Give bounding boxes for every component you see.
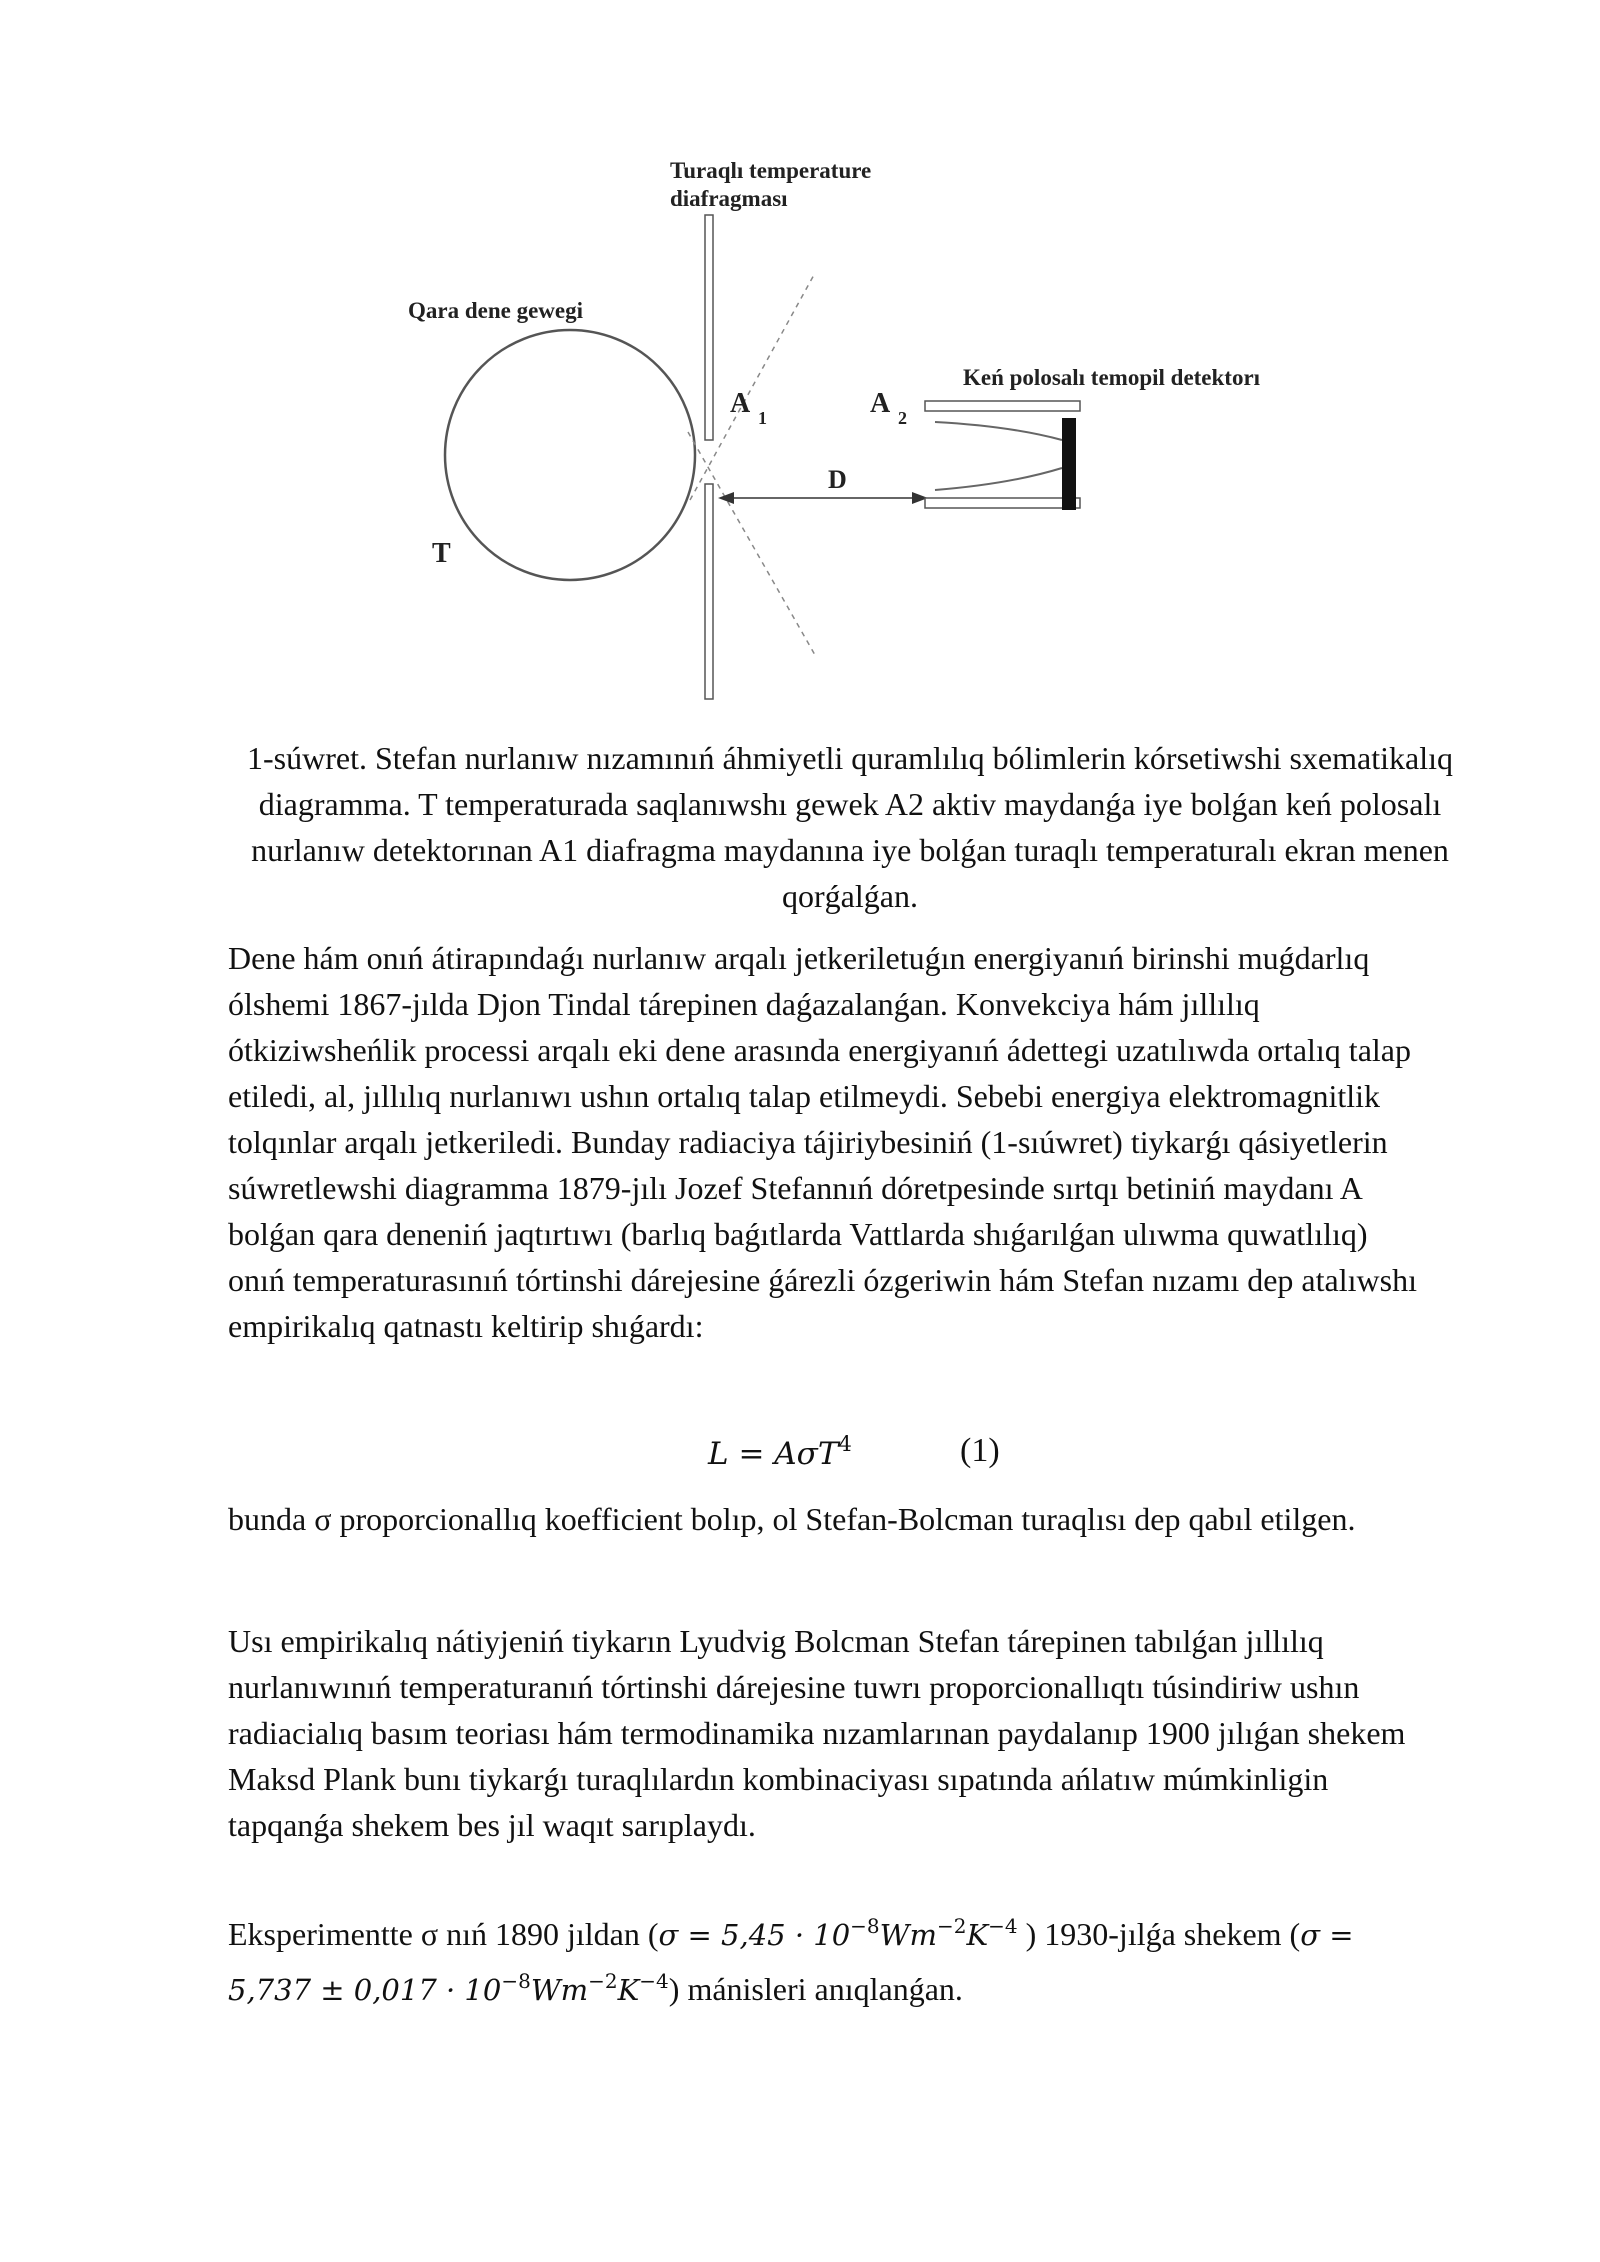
paragraph-4 [228,1903,1428,2013]
a2-subscript: 2 [898,408,907,428]
distance-arrow-head-left [718,492,734,504]
p4-lead: Eksperimentte σ nıń 1890 jıldan ( [228,1916,659,1952]
sigma2-base: σ = 5,737 ± 0,017 · 10 [228,1918,1354,2007]
sigma1-unit-k-exp: −4 [988,1914,1018,1938]
p4-tail: ) mánisleri anıqlanǵan. [668,1971,963,2007]
paragraph-1: Dene hám onıń átirapındaǵı nurlanıw arqalı jetkeriletuǵın energiyanıń birinshi muǵdarlıq ólshemi 1867-jılda Djon Tindal tárepinen daǵazalanǵan. Konvekciya hám jıllılıq ótkiziwsheńlik processi arqalı eki dene arasında energiyanıń ádettegi uzatılıwda ortalıq talap etiledi, al, jıllılıq nurlanıwı ushın ortalıq talap etilmeydi. Sebebi energiya elektromagnitlik tolqınlar arqalı jetkeriledi. Bunday radiaciya tájiriybesiniń (1-sıúwret) tiykarǵı qásiyetlerin súwretlewshi diagramma 1879-jılı Jozef Stefannıń dóretpesinde sırtqı betiniń maydanı A bolǵan qara deneniń jaqtırtıwı (barlıq baǵıtlarda Vattlarda shıǵarılǵan ulıwma quwatlılıq) onıń temperaturasınıń tórtinshi dárejesine ǵárezli ózgeriwin hám Stefan nızamı dep atalıwshı empirikalıq qatnastı keltirip shıǵardı: [228,940,1417,1344]
sigma2-unit-w: Wm [530,1973,589,2007]
a1-label: A [730,388,751,419]
body-cavity-label: Qara dene gewegi [408,298,584,323]
distance-label: D [828,465,847,494]
formula-number: (1) [960,1432,1000,1469]
p4-mid: ) 1930-jılǵa shekem ( [1017,1916,1301,1952]
diaphragm-upper-plate [705,215,713,440]
diaphragm-lower-plate [705,484,713,699]
thermopile-detector [1062,418,1076,510]
sigma2-unit-k: K [617,1973,640,2007]
detector-funnel-upper [935,422,1062,440]
sigma-value-1890 [658,1914,1018,1952]
paragraph-3: Usı empirikalıq nátiyjeniń tiykarın Lyudvig Bolcman Stefan tárepinen tabılǵan jıllılıq nurlanıwınıń temperaturanıń tórtinshi dárejesine tuwrı proporcionallıqtı túsindiriw ushın radiacialıq basım teoriası hám termodinamika nızamlarınan paydalanıp 1900 jılıǵan shekem Maksd Plank bunı tiykarǵı turaqlılardın kombinaciyası sıpatında ańlatıw múmkinligin tapqanǵa shekem bes jıl waqıt sarıplaydı. [228,1623,1406,1843]
detector-label: Keń polosalı temopil detektorı [963,365,1261,390]
sigma1-base: σ = 5,45 · 10 [658,1918,851,1952]
a2-aperture-lower [925,498,1080,508]
diaphragm-label-line1: Turaqlı temperature [670,158,872,183]
black-body-cavity [445,330,695,580]
figure-caption: 1-súwret. Stefan nurlanıw nızamınıń áhmiyetli quramlılıq bólimlerin kórsetiwshi sxematikalıq diagramma. T temperaturada saqlanıwshı gewek A2 aktiv maydanǵa iye bolǵan keń polosalı nurlanıw detektorınan A1 diafragma maydanına iye bolǵan turaqlı temperaturalı ekran menen qorǵalǵan. [247,740,1453,914]
sigma1-exp: −8 [850,1914,880,1938]
sigma2-unit-w-exp: −2 [588,1969,618,1993]
formula-body: L = AσT [708,1436,839,1472]
paragraph-2: bunda σ proporcionallıq koefficient bolıp, ol Stefan-Bolcman turaqlısı dep qabıl etilgen. [228,1501,1356,1537]
sigma2-unit-k-exp: −4 [639,1969,669,1993]
a2-label: A [870,388,891,419]
temperature-label: T [432,538,451,569]
sigma1-unit-w-exp: −2 [936,1914,967,1938]
formula-expression [708,1432,852,1472]
stefan-law-apparatus-diagram [0,0,1600,720]
sigma1-unit-w: Wm [879,1918,937,1952]
formula-exponent: 4 [838,1432,852,1456]
sigma2-exp: −8 [501,1969,531,1993]
diaphragm-label-line2: diafragması [670,186,788,211]
a2-aperture-upper [925,401,1080,411]
a1-subscript: 1 [758,408,767,428]
sigma1-unit-k: K [966,1918,989,1952]
detector-funnel-lower [935,468,1062,490]
formula-1 [0,1432,1600,1482]
